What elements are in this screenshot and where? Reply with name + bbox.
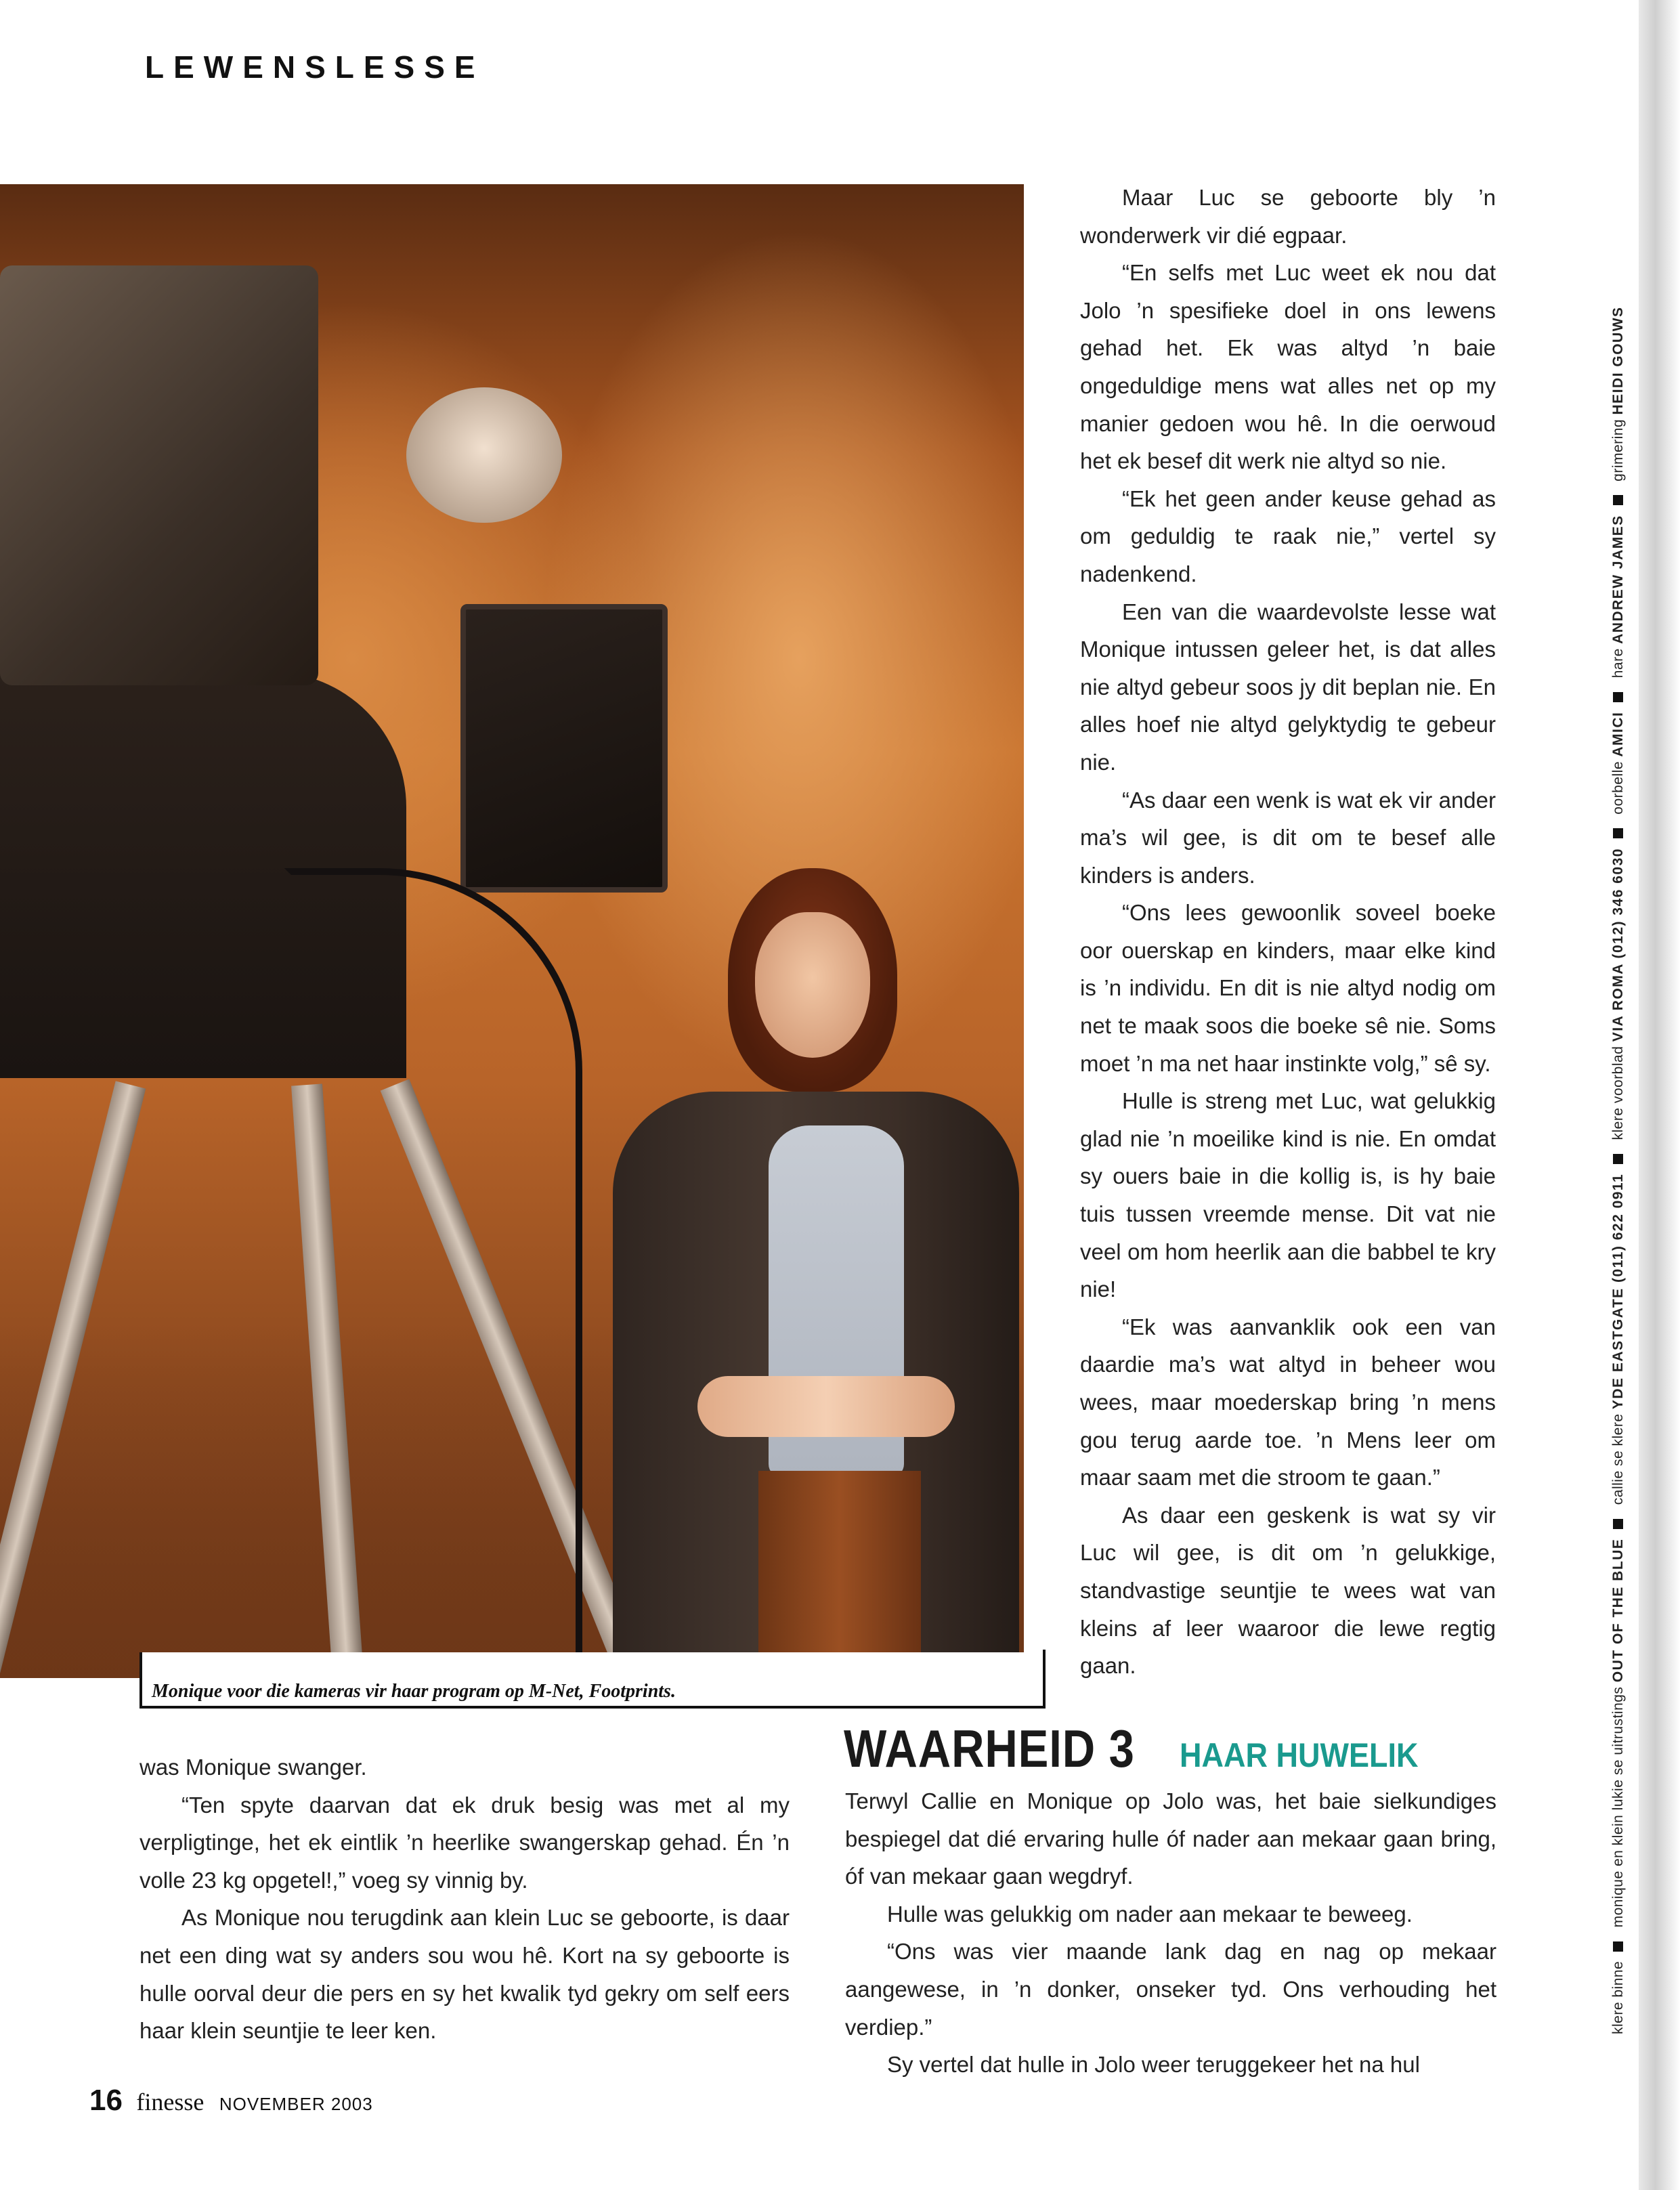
camera-microphone xyxy=(406,387,562,523)
paragraph: Een van die waardevolste lesse wat Monique intussen geleer het, is dat alles nie altyd gebeur soos jy dit beplan nie. En alles hoef nie altyd gelyktydig te gebeur nie. xyxy=(1080,599,1496,775)
separator-square-icon xyxy=(1613,1941,1623,1952)
paragraph: Hulle was gelukkig om nader aan mekaar te beweeg. xyxy=(887,1901,1413,1927)
credit-name: HEIDI GOUWS xyxy=(1610,306,1626,415)
woman-face xyxy=(755,912,870,1058)
paragraph: Hulle is streng met Luc, wat gelukkig glad nie ’n moeilike kind is nie. En omdat sy ouers baie in die kollig is, is hy baie tuis tussen vreemde mense. Dit vat nie veel om hom heerlik aan die babbel te kry nie! xyxy=(1080,1088,1496,1302)
separator-square-icon xyxy=(1613,828,1623,838)
page-spine-edge xyxy=(1639,0,1680,2190)
article-column-bottom-right xyxy=(845,1782,1496,2084)
camera-body xyxy=(0,265,318,685)
paragraph: was Monique swanger. xyxy=(139,1755,367,1780)
paragraph: Terwyl Callie en Monique op Jolo was, het baie sielkundiges bespiegel dat dié ervaring hulle óf nader aan mekaar gaan bring, óf van mekaar gaan wegdryf. xyxy=(845,1788,1496,1889)
credit-name: YDE EASTGATE (011) 622 0911 xyxy=(1610,1173,1626,1410)
paragraph: “Ons was vier maande lank dag en nag op mekaar aangewese, in ’n donker, onseker tyd. Ons verhouding het verdiep.” xyxy=(845,1939,1496,2040)
article-column-bottom-left xyxy=(139,1748,790,2050)
heading-subtitle: HAAR HUWELIK xyxy=(1180,1736,1419,1774)
paragraph: “Ek was aanvanklik ook een van daardie ma’s wat altyd in beheer wou wees, maar moederskap bring ’n mens gou terug aarde toe. ’n Mens leer om maar saam met die stroom te gaan.” xyxy=(1080,1314,1496,1490)
credit-name: ANDREW JAMES xyxy=(1610,515,1626,644)
credit-label: klere binne xyxy=(1610,1960,1626,2034)
separator-square-icon xyxy=(1613,1519,1623,1529)
credit-label: monique en klein lukie se uitrustings xyxy=(1610,1686,1626,1928)
magazine-brand: finesse xyxy=(136,2088,204,2116)
issue-date: NOVEMBER 2003 xyxy=(219,2094,373,2114)
paragraph: “Ten spyte daarvan dat ek druk besig was met al my verpligtinge, het ek eintlik ’n heerlike swangerskap gehad. Én ’n volle 23 kg opgetel!,” voeg sy vinnig by. xyxy=(139,1792,790,1893)
photo-monique-camera xyxy=(0,184,1024,1678)
separator-square-icon xyxy=(1613,1154,1623,1164)
paragraph: As Monique nou terugdink aan klein Luc se geboorte, is daar net een ding wat sy anders sou wou hê. Kort na sy geboorte is hulle oorval deur die pers en sy het kwalik tyd gekry om self eers haar klein seuntjie te leer ken. xyxy=(139,1905,790,2044)
photo-credits xyxy=(1610,306,1627,2034)
credit-label: hare xyxy=(1610,648,1626,679)
section-heading xyxy=(844,1719,1445,1778)
camera-monitor xyxy=(460,604,668,893)
page-footer xyxy=(89,2086,373,2116)
separator-square-icon xyxy=(1613,495,1623,505)
paragraph: Maar Luc se geboorte bly ’n wonderwerk vir dié egpaar. xyxy=(1080,185,1496,248)
credit-label: oorbelle xyxy=(1610,760,1626,815)
credit-label: klere voorblad xyxy=(1610,1046,1626,1140)
page-number: 16 xyxy=(89,2084,123,2117)
section-label: LEWENSLESSE xyxy=(145,49,485,85)
credit-name: OUT OF THE BLUE xyxy=(1610,1538,1626,1683)
paragraph: “En selfs met Luc weet ek nou dat Jolo ’n spesifieke doel in ons lewens gehad het. Ek was altyd ’n baie ongeduldige mens wat alles net op my manier gedoen wou hê. In die oerwoud het ek besef dit werk nie altyd so nie. xyxy=(1080,260,1496,474)
credit-name: AMICI xyxy=(1610,711,1626,757)
credit-label: grimering xyxy=(1610,418,1626,481)
heading-waarheid: WAARHEID 3 xyxy=(844,1719,1135,1778)
paragraph: “Ek het geen ander keuse gehad as om geduldig te raak nie,” vertel sy nadenkend. xyxy=(1080,486,1496,586)
woman-hands xyxy=(697,1376,955,1437)
paragraph: As daar een geskenk is wat sy vir Luc wil gee, is dit om ’n gelukkige, standvastige seuntjie te wees wat van kleins af leer waaroor die lewe regtig gaan. xyxy=(1080,1502,1496,1679)
paragraph: “Ons lees gewoonlik soveel boeke oor ouerskap en kinders, maar elke kind is ’n individu. En dit is nie altyd nodig om net te maak soos die boeke sê nie. Soms moet ’n ma net haar instinkte volg,” sê sy. xyxy=(1080,900,1496,1076)
woman-trousers xyxy=(758,1471,921,1678)
camera-cable xyxy=(284,868,582,1678)
paragraph: “As daar een wenk is wat ek vir ander ma’s wil gee, is dit om te besef alle kinders is anders. xyxy=(1080,787,1496,888)
credit-label: callie se klere xyxy=(1610,1413,1626,1505)
article-column-right xyxy=(1080,179,1496,1685)
photo-caption: Monique voor die kameras vir haar program op M-Net, Footprints. xyxy=(152,1681,676,1702)
credit-name: VIA ROMA (012) 346 6030 xyxy=(1610,848,1626,1042)
paragraph: Sy vertel dat hulle in Jolo weer teruggekeer het na hul xyxy=(887,2052,1420,2078)
separator-square-icon xyxy=(1613,692,1623,702)
